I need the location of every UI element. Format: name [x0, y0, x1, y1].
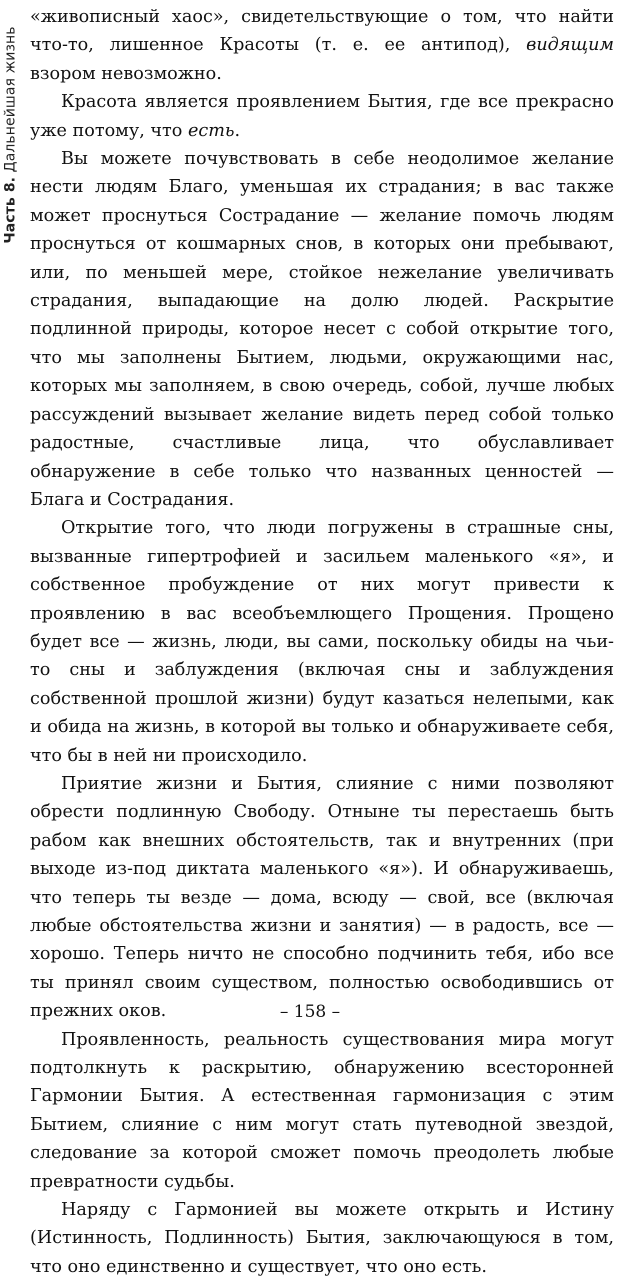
paragraph [30, 1026, 614, 1196]
text-run: Наряду с Гармонией вы можете открыть и Истину (Истинность, Подлинность) Бытия, заключающуюся в том, что оно единственно и существует, что оно есть. [30, 1200, 614, 1277]
paragraph [30, 1196, 614, 1281]
text-run: Красота является проявлением Бытия, где все прекрасно уже потому, что [30, 92, 614, 141]
text-run: Открытие того, что люди погружены в страшные сны, вызванные гипертрофией и засильем маленького «я», и собственное пробуждение от них могут привести к проявлению в вас всеобъемлющего Прощения. Прощено будет все — жизнь, люди, вы сами, поскольку обиды на чьи-то сны и заблуждения (включая сны и заблуждения собственной прошлой жизни) будут казаться нелепыми, как и обида на жизнь, в которой вы только и обнаруживаете себя, что бы в ней ни происходило. [30, 518, 614, 766]
paragraph [30, 145, 614, 514]
paragraph [30, 770, 614, 1026]
running-head-text [3, 26, 19, 243]
text-run: «живописный хаос», свидетельствующие о том, что найти что-то, лишенное Красоты (т. е. ее антипод), [30, 7, 614, 56]
text-run: Проявленность, реальность существования мира могут подтолкнуть к раскрытию, обнаружению всесторонней Гармонии Бытия. А естественная гармонизация с этим Бытием, слияние с ним могут стать путеводной звездой, следование за которой сможет помочь преодолеть любые превратности судьбы. [30, 1029, 614, 1192]
paragraph [30, 88, 614, 145]
running-head-part: Часть 8. [3, 176, 19, 244]
paragraph-continuation [30, 3, 614, 88]
text-run: Приятие жизни и Бытия, слияние с ними позволяют обрести подлинную Свободу. Отныне ты перестаешь быть рабом как внешних обстоятельств, так и внутренних (при выходе из-под диктата маленького «я»). И обнаруживаешь, что теперь ты везде — дома, всюду — свой, все (включая любые обстоятельства жизни и занятия) — в радость, все — хорошо. Теперь ничто не способно подчинить тебя, ибо все ты принял своим существом, полностью освободившись от прежних оков. [30, 773, 614, 1022]
text-run: взором невозможно. [30, 63, 222, 84]
emphasis-text: есть [187, 120, 235, 141]
text-run: Вы можете почувствовать в себе неодолимое желание нести людям Благо, уменьшая их страдания; в вас также может проснуться Сострадание — желание помочь людям проснуться от кошмарных снов, в которых они пребывают, или, по меньшей мере, стойкое нежелание увеличивать страдания, выпадающие на долю людей. Раскрытие подлинной природы, которое несет с собой открытие того, что мы заполнены Бытием, людьми, окружающими нас, которых мы заполняем, в свою очередь, собой, лучше любых рассуждений вызывает желание видеть перед собой только радостные, счастливые лица, что обуславливает обнаружение в себе только что названных ценностей — Блага и Сострадания. [30, 149, 614, 510]
body-text [30, 3, 614, 1281]
running-head [0, 0, 22, 270]
page-number: – 158 – [279, 1002, 341, 1022]
running-head-title: Дальнейшая жизнь [3, 26, 19, 173]
paragraph [30, 514, 614, 770]
text-run: . [234, 120, 241, 141]
emphasis-text: видящим [526, 35, 614, 56]
